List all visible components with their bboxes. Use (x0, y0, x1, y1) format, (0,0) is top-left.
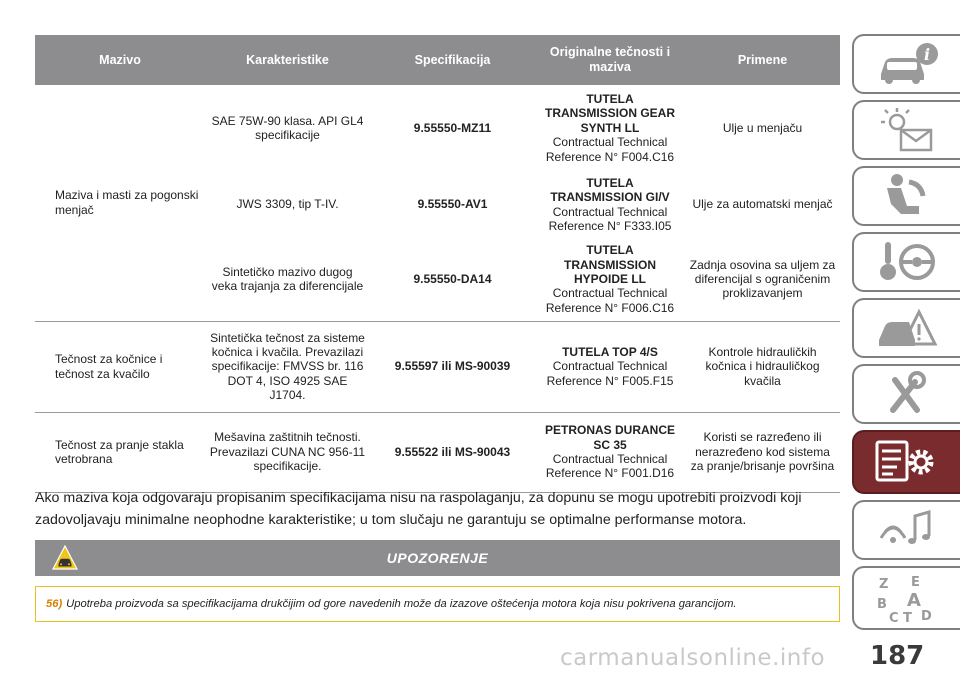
multimedia-icon (871, 504, 943, 556)
tab-car-info[interactable] (852, 34, 960, 94)
warning-lights-icon (871, 104, 943, 156)
specification-cell: 9.55550-DA14 (370, 238, 535, 321)
technical-data-gear-icon (871, 436, 943, 488)
steering-wheel-key-icon (871, 236, 943, 288)
substitute-lubricants-note: Ako maziva koja odgovaraju propisanim specifikacijama nisu na raspolaganju, za dopunu se mogu upotrebiti proizvodi koji zadovoljavaju minimalne neophodne karakteristike; u tom slučaju ne garantuju se optimalne performanse motora. (35, 490, 802, 528)
lubricant-cell: Maziva i masti za pogonski menjač (35, 85, 205, 321)
application-cell: Ulje za automatski menjač (692, 197, 833, 212)
characteristics-cell: Mešavina zaštitnih tečnosti. Prevazilazi CUNA NC 956-11 specifikacije. (205, 412, 370, 492)
index-letter: A (907, 590, 921, 611)
svg-text:i: i (923, 45, 931, 64)
warning-title: UPOZORENJE (386, 550, 489, 566)
index-letter: B (877, 597, 887, 612)
index-letter: D (921, 609, 932, 624)
header-specification: Specifikacija (370, 35, 535, 85)
warning-box (35, 540, 840, 622)
original-fluid-cell (535, 321, 685, 412)
application-cell: Ulje u menjaču (722, 120, 803, 135)
tab-warning-lights[interactable] (852, 100, 960, 160)
specification-cell: 9.55597 ili MS-90039 (370, 321, 535, 412)
header-lubricant: Mazivo (35, 35, 205, 85)
tab-emergency[interactable] (852, 298, 960, 358)
original-fluid-reference: Contractual Technical Reference N° F004.C16 (545, 135, 675, 164)
tab-safety[interactable] (852, 166, 960, 226)
tab-alphabetical-index[interactable] (852, 566, 960, 630)
tab-multimedia[interactable] (852, 500, 960, 560)
original-fluid-cell (535, 171, 685, 238)
original-fluid-reference: Contractual Technical Reference N° F333.I05 (548, 204, 672, 233)
original-fluid-name: TUTELA TOP 4/S (562, 344, 658, 359)
original-fluid-cell (535, 85, 685, 171)
tab-maintenance[interactable] (852, 364, 960, 424)
header-characteristics: Karakteristike (205, 35, 370, 85)
table-row (35, 85, 840, 171)
warning-body (35, 586, 840, 622)
application-cell: Koristi se razređeno ili nerazređeno kod sistema za pranje/brisanje površina (685, 412, 840, 492)
specification-cell: 9.55550-MZ11 (413, 120, 492, 135)
specification-cell: 9.55522 ili MS-90043 (370, 412, 535, 492)
index-letter: E (911, 575, 920, 590)
table-header-row (35, 35, 840, 85)
characteristics-cell: JWS 3309, tip T-IV. (236, 197, 339, 212)
car-info-icon (871, 38, 943, 90)
warning-car-icon (52, 545, 78, 571)
header-original-fluids: Originalne tečnosti i maziva (535, 35, 685, 85)
original-fluid-reference: Contractual Technical Reference N° F005.F15 (546, 359, 674, 388)
lubricant-cell: Tečnost za pranje stakla vetrobrana (35, 412, 205, 492)
application-cell: Kontrole hidrauličkih kočnica i hidrauličkog kvačila (685, 321, 840, 412)
footnote-number: 56) (46, 598, 63, 610)
original-fluid-reference: Contractual Technical Reference N° F006.C16 (545, 286, 675, 315)
page-number: 187 (870, 641, 925, 671)
application-cell: Zadnja osovina sa uljem za diferencijal s ograničenim proklizavanjem (685, 238, 840, 321)
watermark: carmanualsonline.info (560, 645, 826, 671)
header-applications: Primene (685, 35, 840, 85)
tab-technical-data[interactable] (852, 430, 960, 494)
characteristics-cell: Sintetičko mazivo dugog veka trajanja za diferencijale (205, 238, 370, 321)
table-row (35, 321, 840, 412)
original-fluid-cell (535, 238, 685, 321)
characteristics-cell: Sintetička tečnost za sisteme kočnica i kvačila. Prevazilazi specifikacije: FMVSS br. 116 DOT 4, ISO 4925 SAE J1704. (205, 321, 370, 412)
warning-header (35, 540, 840, 576)
characteristics-cell: SAE 75W-90 klasa. API GL4 specifikacije (211, 113, 364, 142)
original-fluid-name: PETRONAS DURANCE SC 35 (544, 423, 675, 452)
lubricants-table (35, 35, 840, 493)
original-fluid-cell (535, 412, 685, 492)
original-fluid-name: TUTELA TRANSMISSION HYPOIDE LL (563, 243, 656, 287)
lubricant-cell: Tečnost za kočnice i tečnost za kvačilo (35, 321, 205, 412)
alphabetical-index-icon (871, 572, 943, 624)
index-letter: C (889, 611, 899, 624)
tab-starting-driving[interactable] (852, 232, 960, 292)
index-letter: T (903, 611, 912, 624)
accident-warning-icon (871, 302, 943, 354)
warning-text: Upotreba proizvoda sa specifikacijama drukčijim od gore navedenih može da izazove oštećenja motora koja nisu pokrivena garancijom. (66, 598, 737, 610)
airbag-seat-icon (871, 170, 943, 222)
original-fluid-reference: Contractual Technical Reference N° F001.D16 (545, 452, 675, 481)
original-fluid-name: TUTELA TRANSMISSION GEAR SYNTH LL (544, 92, 675, 135)
tools-icon (871, 368, 943, 420)
table-row (35, 412, 840, 492)
specification-cell: 9.55550-AV1 (417, 197, 488, 212)
index-letter: Z (879, 577, 889, 592)
original-fluid-name: TUTELA TRANSMISSION GI/V (550, 175, 670, 205)
